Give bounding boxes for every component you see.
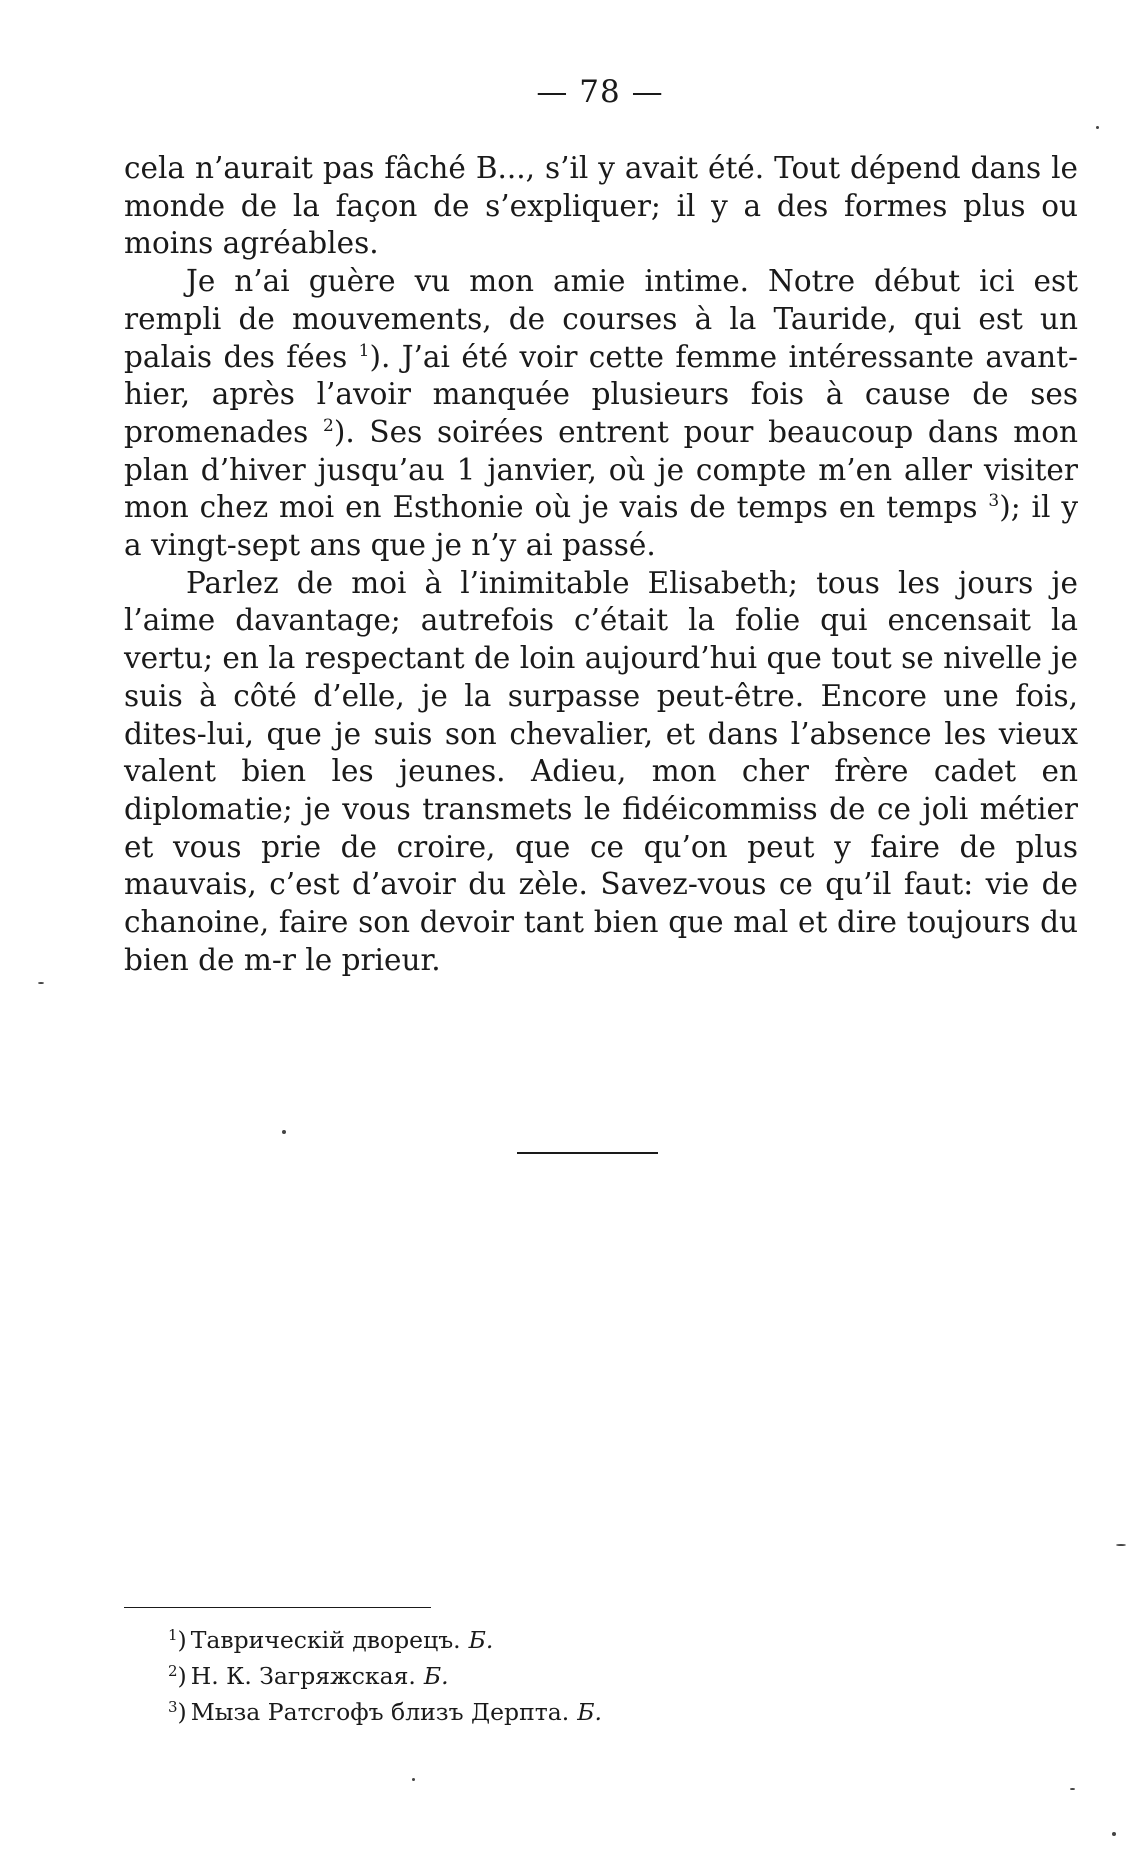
scan-speck bbox=[412, 1778, 415, 1781]
text-run: ). J’ai été voir cette femme intéressante avant-hier, après l’avoir manquée plusieurs fois à cause de ses promenades bbox=[124, 339, 1078, 449]
footnote-separator bbox=[124, 1607, 431, 1608]
body-text bbox=[124, 150, 1078, 979]
footnote-source: Б. bbox=[423, 1662, 449, 1690]
text-run: ); il y a vingt-sept ans que je n’y ai passé. bbox=[124, 490, 1078, 563]
footnote-text: Таврическій дворецъ. bbox=[190, 1626, 461, 1654]
scan-speck bbox=[1112, 1832, 1116, 1836]
footnote-ref: 3 bbox=[988, 491, 1000, 512]
footnote-ref: 1 bbox=[358, 340, 370, 361]
footnote-text: Мыза Ратсгофъ близъ Дерпта. bbox=[190, 1698, 570, 1726]
footnote-mark: 1 bbox=[168, 1626, 178, 1644]
page-number: — 78 — bbox=[536, 74, 664, 110]
footnote-1: $^1$) Таврическій дворецъ. Б. bbox=[168, 1626, 494, 1654]
text-run: Je n’ai guère vu mon amie intime. Notre début ici est rempli de mouvements, de courses à la Tauride, qui est un palais des fées bbox=[124, 264, 1078, 374]
footnote-source: Б. bbox=[577, 1698, 602, 1726]
text-run: Parlez de moi à l’inimitable Elisabeth; tous les jours je l’aime davantage; autrefois c’était la folie qui encensait la vertu; en la respectant de loin aujourd’hui que tout se nivelle je suis à côté d’elle, je la surpasse peut-être. Encore une fois, dites-lui, que je suis son chevalier, et dans l’absence les vieux valent bien les jeunes. Adieu, mon cher frère cadet en diplomatie; je vous transmets le fidéicommiss de ce joli métier et vous prie de croire, que ce qu’on peut y faire de plus mauvais, c’est d’avoir du zèle. Savez-vous ce qu’il faut: vie de chanoine, faire son devoir tant bien que mal et dire toujours du bien de m-r le prieur. bbox=[124, 565, 1078, 977]
footnote-text: Н. К. Загряжская. bbox=[190, 1662, 416, 1690]
footnote-3: $^3$) Мыза Ратсгофъ близъ Дерпта. Б. bbox=[168, 1698, 602, 1726]
scan-speck bbox=[1070, 1788, 1075, 1790]
scan-speck bbox=[282, 1130, 286, 1134]
footnotes bbox=[168, 1622, 602, 1730]
scan-speck bbox=[1116, 1544, 1126, 1546]
footnote-mark: 2 bbox=[168, 1662, 178, 1680]
section-divider bbox=[517, 1152, 658, 1154]
paragraph bbox=[124, 565, 1078, 980]
footnote-mark: 3 bbox=[168, 1698, 178, 1716]
scan-speck bbox=[38, 982, 44, 984]
scan-speck bbox=[1096, 126, 1099, 129]
paragraph bbox=[124, 150, 1078, 263]
footnote-source: Б. bbox=[468, 1626, 494, 1654]
footnote-2: $^2$) Н. К. Загряжская. Б. bbox=[168, 1662, 449, 1690]
footnote-ref: 2 bbox=[322, 415, 334, 436]
text-run: ). Ses soirées entrent pour beaucoup dans mon plan d’hiver jusqu’au 1 janvier, où je compte m’en aller visiter mon chez moi en Esthonie où je vais de temps en temps bbox=[124, 414, 1079, 525]
text-run: cela n’aurait pas fâché B..., s’il y avait été. Tout dépend dans le monde de la façon de s’expliquer; il y a des formes plus ou moins agréables. bbox=[124, 151, 1078, 261]
paragraph bbox=[124, 263, 1078, 565]
